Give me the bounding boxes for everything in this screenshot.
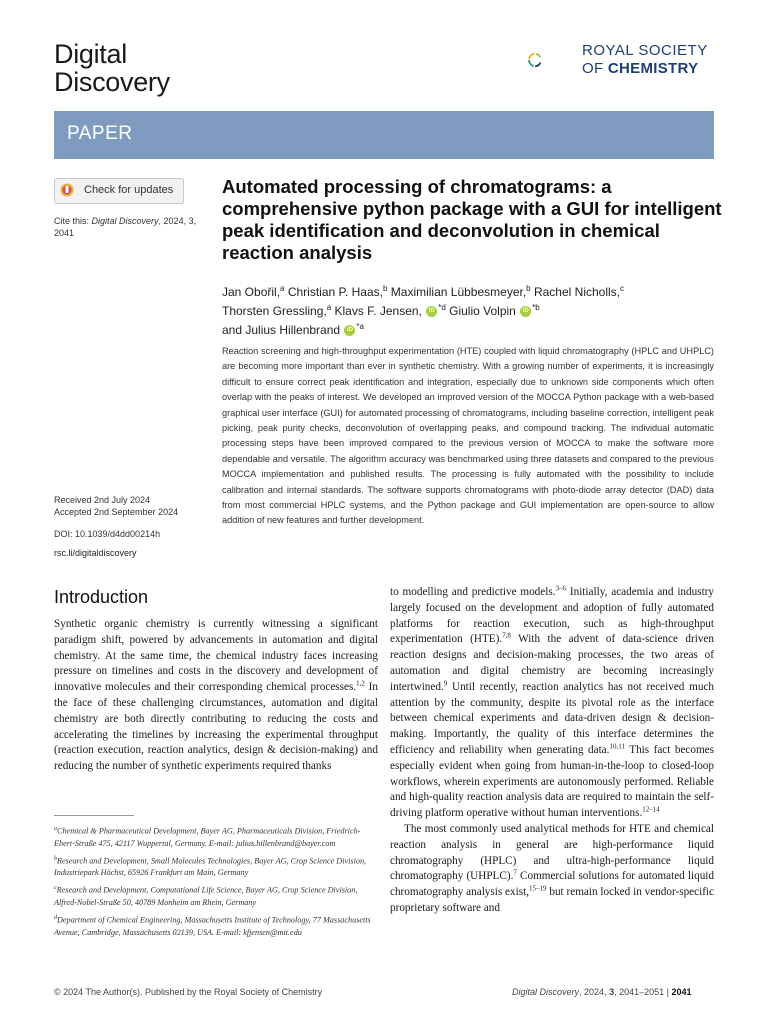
page-number: 2041	[671, 987, 692, 997]
article-type: PAPER	[67, 123, 133, 144]
paragraph-text: to modelling and predictive models.	[390, 586, 556, 598]
cite-pages: , 2041	[54, 216, 197, 238]
paragraph-text: In the face of these challenging circumstances, automation and digital chemistry are both directly contributing to reducing the costs and accelerating the timelines by increasing the experimental throughput (reaction execution, reaction analytics, design & decision-making) and reducing the number of synthetic experiments required thanks	[54, 681, 379, 773]
footnote-mark: c	[54, 885, 57, 892]
footer-pages: , 2041–2051 |	[614, 987, 672, 997]
journal-name-line2: Discovery	[54, 67, 170, 97]
author-name[interactable]: Jan Obořil,	[222, 285, 281, 299]
author-affiliation: a	[280, 284, 285, 293]
footnote-mark: a	[54, 826, 57, 832]
footnote	[54, 882, 378, 909]
author-affiliation: c	[620, 284, 624, 293]
paragraph	[390, 585, 714, 822]
author-name[interactable]: and Julius Hillenbrand	[222, 323, 341, 337]
reference-link[interactable]: 7	[513, 868, 517, 877]
paragraph-text: but remain locked in vendor-specific proprietary software and	[390, 886, 714, 914]
orcid-icon[interactable]: iD	[344, 325, 355, 336]
article-type-banner	[54, 111, 714, 159]
copyright-footer: © 2024 The Author(s). Published by the Royal Society of Chemistry	[54, 987, 323, 997]
footnote-text: Research and Development, Computational Life Science, Bayer AG, Crop Science Division, Alfred-Nobel-Straße 50, 40789 Monheim am Rhein, Germany	[54, 886, 358, 908]
author-affiliation: b	[526, 284, 531, 293]
author-name[interactable]: Klavs F. Jensen,	[331, 304, 422, 318]
affiliation-footnotes	[54, 823, 378, 942]
reference-link[interactable]: 1,2	[356, 679, 365, 688]
footnote-mark: b	[54, 855, 57, 862]
footnote-divider	[54, 815, 134, 816]
body-column-right	[390, 585, 714, 917]
doi[interactable]: DOI: 10.1039/d4dd00214h	[54, 529, 161, 539]
reference-link[interactable]: 12–14	[642, 805, 660, 814]
footnote	[54, 853, 378, 880]
footnote-text: Research and Development, Small Molecules Technologies, Bayer AG, Crop Science Division, Industriepark Höchst, 65926 Frankfurt am Main, Germany	[54, 856, 367, 878]
footnote-text: Chemical & Pharmaceutical Development, Bayer AG, Pharmaceuticals Division, Friedrich-Ebert-Straße 475, 42117 Wuppertal, Germany. E-mail: julius.hillenbrand@bayer.com	[54, 826, 361, 848]
author-name[interactable]: Christian P. Haas,	[284, 285, 383, 299]
paragraph-text: Commercial solutions for automated liquid chromatography analysis exist,	[390, 870, 714, 899]
cite-volume: 3	[188, 216, 194, 226]
publisher-line1: ROYAL SOCIETY	[582, 42, 708, 59]
abstract: Reaction screening and high-throughput experimentation (HTE) coupled with liquid chromatography (HPLC and UHPLC) are becoming more important than ever in synthetic chemistry. With a growing number of experiments, it is increasingly difficult to ensure correct peak identification and integration, especially due to unknown side components which often overlap with the peaks of interest. We developed an improved version of the MOCCA Python package with a web-based graphical user interface (GUI) for automated processing of chromatograms, including baseline correction, intelligent peak picking, peak purity checks, deconvolution of overlapping peaks, and compound tracking. The individual automatic processing steps have been improved compared to the previous version of MOCCA to make the software more dependable and versatile. The algorithm accuracy was benchmarked using three datasets and compared to the previous MOCCA implementation and published results. The processing is fully automated with the possibility to include calibration and internal standards. The software supports chromatograms with photo-diode array detector (DAD) data from most commercial HPLC systems, and the Python package and GUI implementation are open-source to allow addition of new features and further development.	[222, 346, 714, 526]
author-affiliation: *a	[356, 322, 364, 331]
reference-link[interactable]: 7,8	[502, 631, 511, 640]
journal-link[interactable]: rsc.li/digitaldiscovery	[54, 548, 137, 558]
orcid-icon[interactable]: iD	[520, 306, 531, 317]
paragraph-text: Until recently, reaction analytics has not received much attention by the community, despite its pivotal role as the interface between chemical experiments and data-driven design & decision-making. Importantly, the quality of this interface determines the efficiency and reliability when generating data.	[390, 680, 714, 756]
article-dates	[54, 494, 219, 518]
page-footer-citation	[512, 987, 692, 997]
footer-journal: Digital Discovery	[512, 987, 580, 997]
publisher-name	[582, 42, 708, 78]
cite-journal: Digital Discovery	[91, 216, 159, 226]
paragraph	[54, 617, 378, 775]
author-name[interactable]: Maximilian Lübbesmeyer,	[387, 285, 527, 299]
paragraph-text: Initially, academia and industry largely focused on the development and adoption of fully automated platforms for reaction execution, such as high-throughput experimentation (HTE).	[390, 586, 714, 646]
journal-name-line1: Digital	[54, 39, 127, 69]
paragraph	[390, 822, 714, 917]
author-affiliation: b	[382, 284, 388, 293]
footnote-mark: d	[54, 915, 57, 922]
author-name[interactable]: Giulio Volpin	[445, 304, 516, 318]
author-affiliation: *b	[532, 303, 540, 312]
author-name[interactable]: Rachel Nicholls,	[530, 285, 620, 299]
reference-link[interactable]: 15–19	[529, 884, 547, 893]
paragraph-text: Synthetic organic chemistry is currently witnessing a significant paradigm shift, powered by advancements in automation and digital chemistry. At the same time, the chemical industry faces increasing pressure on timelines and costs in the discovery and development of innovative molecules and their corresponding chemical processes.	[54, 618, 378, 694]
footer-year: , 2024,	[579, 987, 610, 997]
footer-volume: 3	[609, 987, 615, 997]
reference-link[interactable]: 3–6	[555, 584, 567, 593]
paragraph-text: The most commonly used analytical methods for HTE and chemical reaction analysis in general are high-performance liquid chromatography (HPLC) and ultra-high-performance liquid chromatography (UHPLC).	[390, 822, 714, 883]
author-affiliation: a	[326, 303, 332, 312]
section-heading-introduction: Introduction	[54, 587, 149, 607]
check-for-updates-label[interactable]: Check for updates	[84, 184, 174, 196]
citation	[54, 215, 214, 239]
paragraph-text: This fact becomes especially evident when going from human-in-the-loop to closed-loop workflows, wherein experiments are autonomously performed. Reliable and high-quality reaction analysis data are required to maintain the self-driving platform operative without human interventions.	[390, 743, 714, 820]
article-title: Automated processing of chromatograms: a comprehensive python package with a GUI for intelligent peak identification and deconvolution in chemical reaction analysis	[222, 176, 722, 263]
publisher-line2-prefix: OF	[582, 60, 608, 77]
reference-link[interactable]: 9	[443, 679, 448, 688]
body-column-left	[54, 617, 378, 775]
author-name[interactable]: Thorsten Gressling,	[222, 304, 327, 318]
author-affiliation: *d	[438, 303, 446, 312]
footnote	[54, 823, 378, 850]
check-updates-icon	[60, 183, 74, 197]
journal-name	[54, 40, 170, 96]
paragraph-text: With the advent of data-science driven reaction designs and decision-making processes, the two areas of automation and digital chemistry are becoming increasingly intertwined.	[390, 633, 714, 693]
author-list	[222, 281, 712, 338]
publisher-line2-bold: CHEMISTRY	[607, 60, 699, 77]
orcid-icon[interactable]: iD	[426, 306, 437, 317]
reference-link[interactable]: 10,11	[609, 742, 625, 751]
publisher-line2	[582, 60, 708, 78]
cite-prefix: Cite this:	[54, 216, 92, 226]
footnote	[54, 912, 378, 939]
accepted-date: Accepted 2nd September 2024	[54, 507, 179, 517]
rsc-logo-icon	[528, 32, 578, 88]
footnote-text: Department of Chemical Engineering, Massachusetts Institute of Technology, 77 Massachusetts Avenue, Cambridge, Massachusetts 02139, USA. E-mail: kfjensen@mit.edu	[54, 915, 371, 937]
cite-details: , 2024,	[158, 216, 189, 226]
received-date: Received 2nd July 2024	[54, 495, 151, 505]
